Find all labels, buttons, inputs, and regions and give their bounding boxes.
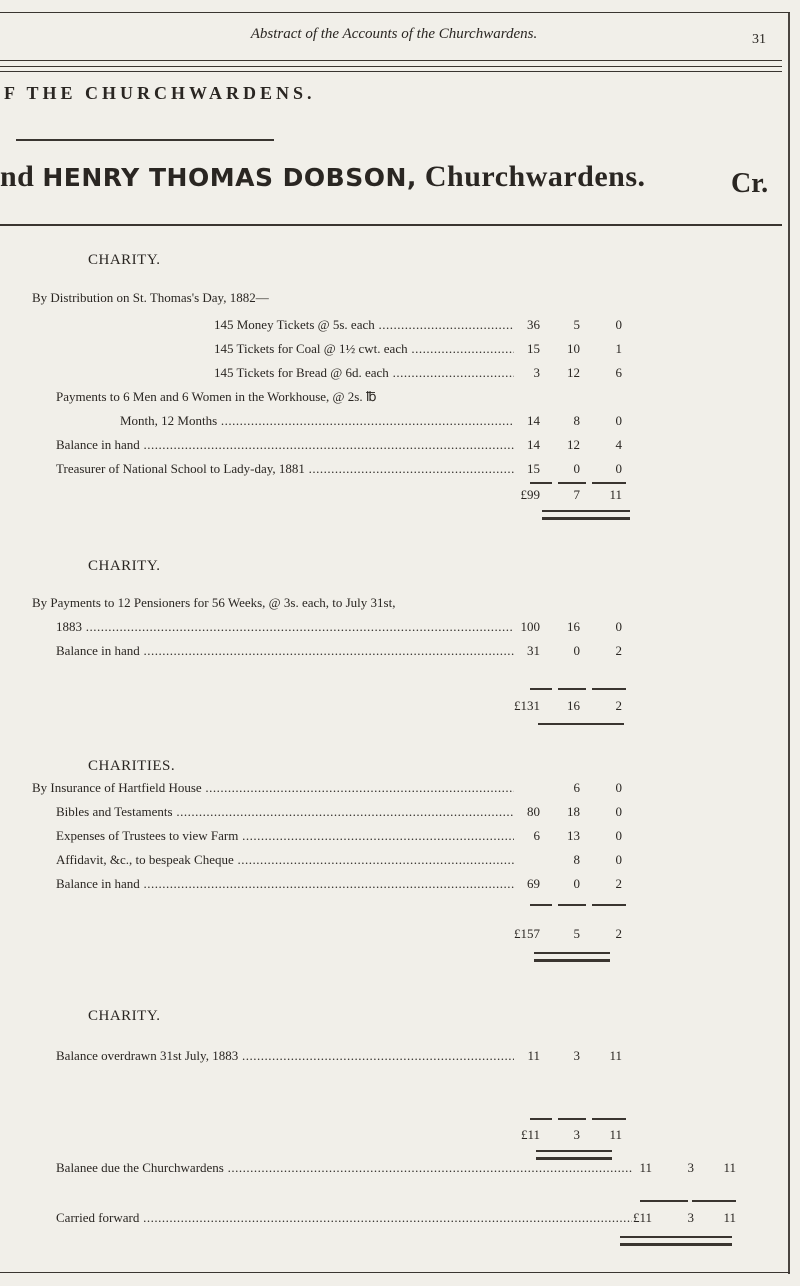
double-rule [620,1236,732,1246]
heading-names-suffix: Churchwardens. [424,160,646,193]
pounds: 69 [527,876,540,891]
heading-underline [16,139,274,141]
pounds: 14 [527,437,540,452]
shillings: 10 [567,341,580,356]
shillings: 8 [573,413,580,428]
pence: 0 [615,828,622,843]
header-rule-3 [0,71,782,72]
pence: 2 [615,643,622,658]
pounds: £11 [632,1210,652,1225]
shillings: 3 [687,1160,694,1175]
total-row [0,487,788,507]
total-rule [692,1200,736,1202]
row-label: By Payments to 12 Pensioners for 56 Weeks, @ 3s. each, to July 31st, [32,595,396,610]
top-rule [0,12,790,13]
section-title: CHARITY. [88,1008,161,1024]
pence: 0 [615,461,622,476]
pounds: 80 [527,804,540,819]
table-row [0,365,788,385]
heading-names-prefix: nd [0,160,35,193]
table-row [0,341,788,361]
shillings: 0 [573,876,580,891]
row-label: 1883 ..... [56,619,514,635]
table-row [0,595,788,615]
row-label: Month, 12 Months ..... [120,413,514,429]
pounds: 3 [533,365,540,380]
shillings: 5 [573,317,580,332]
total-pounds: £11 [520,1127,540,1142]
shillings: 0 [573,461,580,476]
total-rule [558,688,586,690]
credit-label: Cr. [731,168,769,199]
pence: 0 [615,413,622,428]
table-row [0,876,788,896]
page-edge-rule [788,12,790,1274]
row-label: Expenses of Trustees to view Farm ..... [56,828,514,844]
table-row [0,389,788,409]
row-label: Balance in hand ..... [56,437,514,453]
row-label: Affidavit, &c., to bespeak Cheque ..... [56,852,514,868]
table-row [0,461,788,481]
total-row [0,926,788,946]
table-row [0,780,788,800]
shillings: 6 [573,780,580,795]
table-row [0,643,788,663]
heading-churchwardens: F THE CHURCHWARDENS. [4,83,316,103]
pounds: 6 [533,828,540,843]
row-label: 145 Tickets for Coal @ 1½ cwt. each ..... [214,341,514,357]
pence: 0 [615,317,622,332]
pence: 11 [723,1160,736,1175]
double-rule [534,952,610,962]
pounds: 31 [527,643,540,658]
total-shillings: 7 [573,487,580,502]
total-rule [592,1118,626,1120]
pence: 0 [615,780,622,795]
pence: 4 [615,437,622,452]
page-number: 31 [752,32,766,47]
pence: 1 [615,341,622,356]
table-row [0,413,788,433]
total-pounds: £99 [520,487,540,502]
total-rule [592,904,626,906]
row-label: Carried forward ..... [56,1210,632,1226]
total-shillings: 3 [573,1127,580,1142]
row-label: Balance in hand ..... [56,876,514,892]
total-pence: 11 [609,487,622,502]
total-shillings: 16 [567,698,580,713]
total-rule [640,1200,688,1202]
heading-bottom-rule [0,224,782,226]
running-head: Abstract of the Accounts of the Churchwardens. [250,26,538,42]
pence: 11 [609,1048,622,1063]
total-rule [530,688,552,690]
heading-names [0,160,646,194]
table-row [0,852,788,872]
table-row [0,828,788,848]
balance-due-row [0,1160,788,1180]
total-row [0,1127,788,1147]
pounds: 100 [520,619,540,634]
shillings: 16 [567,619,580,634]
bottom-rule [0,1272,790,1273]
total-row [0,698,788,718]
row-label: Payments to 6 Men and 6 Women in the Workhouse, @ 2s. ℔ [56,389,377,404]
total-pence: 2 [615,698,622,713]
total-rule [558,904,586,906]
shillings: 18 [567,804,580,819]
pounds: 11 [527,1048,540,1063]
pence: 6 [615,365,622,380]
pounds: 11 [639,1160,652,1175]
pounds: 14 [527,413,540,428]
table-row [0,437,788,457]
header-rule-2 [0,66,782,67]
row-label: By Insurance of Hartfield House ..... [32,780,514,796]
total-rule [530,1118,552,1120]
shillings: 0 [573,643,580,658]
total-rule [530,904,552,906]
pence: 0 [615,804,622,819]
row-label: Balance in hand ..... [56,643,514,659]
table-row [0,290,788,310]
shillings: 3 [573,1048,580,1063]
row-label: 145 Money Tickets @ 5s. each ..... [214,317,514,333]
total-rule [558,1118,586,1120]
section-title: CHARITY. [88,558,161,574]
shillings: 12 [567,365,580,380]
total-rule [592,482,626,484]
pence: 0 [615,619,622,634]
pence: 2 [615,876,622,891]
double-rule [536,1150,612,1160]
heading-names-name: HENRY THOMAS DOBSON, [42,163,417,192]
carried-forward-row [0,1210,788,1230]
pence: 0 [615,852,622,867]
table-row [0,804,788,824]
total-pence: 2 [615,926,622,941]
shillings: 3 [687,1210,694,1225]
total-pounds: £157 [514,926,540,941]
row-label: Treasurer of National School to Lady-day, 1881 ..... [56,461,514,477]
row-label: Balanee due the Churchwardens ..... [56,1160,632,1176]
table-row [0,1048,788,1068]
row-label: 145 Tickets for Bread @ 6d. each ..... [214,365,514,381]
shillings: 8 [573,852,580,867]
total-pence: 11 [609,1127,622,1142]
shillings: 13 [567,828,580,843]
section-title: CHARITY. [88,252,161,268]
row-label: By Distribution on St. Thomas's Day, 1882— [32,290,269,305]
pounds: 36 [527,317,540,332]
total-shillings: 5 [573,926,580,941]
shillings: 12 [567,437,580,452]
single-rule [538,723,624,725]
row-label: Bibles and Testaments ..... [56,804,514,820]
table-row [0,317,788,337]
total-rule [530,482,552,484]
double-rule [542,510,630,520]
total-rule [592,688,626,690]
row-label: Balance overdrawn 31st July, 1883 ..... [56,1048,514,1064]
total-rule [558,482,586,484]
pounds: 15 [527,341,540,356]
section-title: CHARITIES. [88,758,176,774]
total-pounds: £131 [514,698,540,713]
header-rule-1 [0,60,782,61]
pounds: 15 [527,461,540,476]
table-row [0,619,788,639]
pence: 11 [723,1210,736,1225]
